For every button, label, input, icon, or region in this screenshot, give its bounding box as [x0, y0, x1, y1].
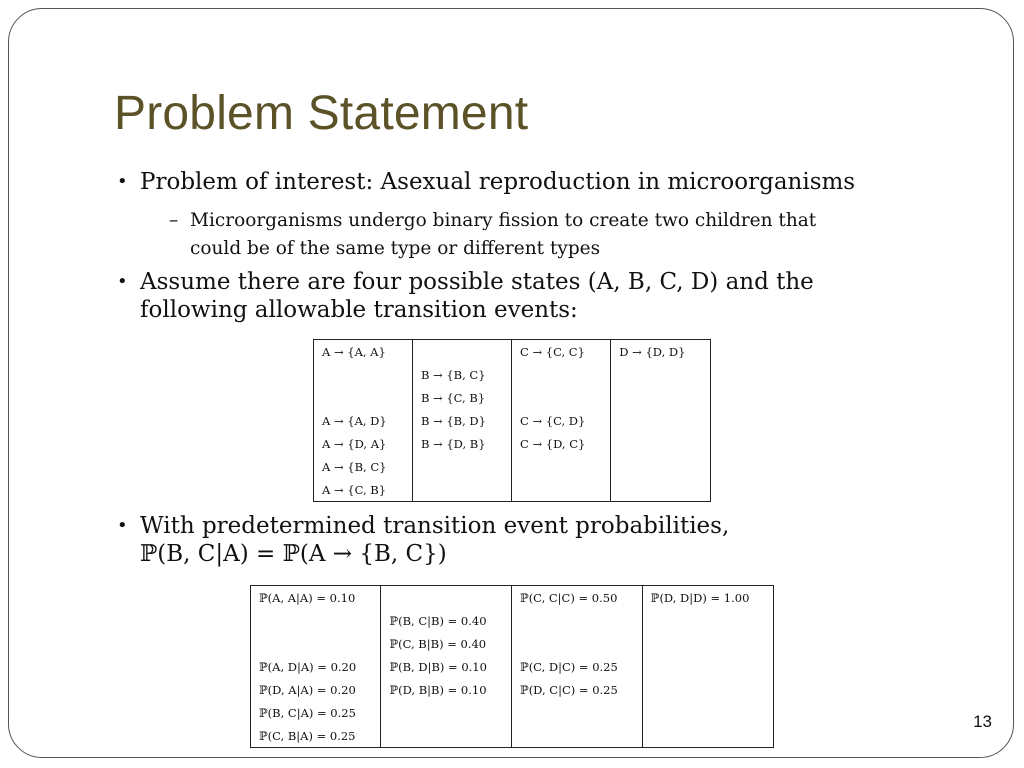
table-cell [642, 609, 773, 632]
transition-row [314, 340, 711, 364]
table-cell: ℙ(B, C|A) = 0.25 [251, 701, 381, 724]
table-cell [512, 609, 643, 632]
bullet-line-1: Assume there are four possible states (A, B, C, D) and the [140, 269, 814, 295]
table-cell [611, 478, 711, 502]
table-cell: ℙ(D, A|A) = 0.20 [251, 678, 381, 701]
bullet-text: Problem of interest: Asexual reproduction in microorganisms [140, 169, 856, 195]
table-cell: ℙ(B, D|B) = 0.10 [381, 655, 512, 678]
sub-bullet-binary-fission [169, 207, 817, 263]
table-cell [381, 701, 512, 724]
table-cell [642, 655, 773, 678]
table-cell [251, 632, 381, 655]
transition-row [314, 432, 711, 455]
table-cell [251, 609, 381, 632]
table-cell [642, 678, 773, 701]
table-cell [512, 724, 643, 748]
transition-row [314, 386, 711, 409]
table-cell [412, 340, 511, 364]
table-cell [512, 363, 611, 386]
table-cell [611, 363, 711, 386]
probability-row [251, 586, 774, 610]
table-cell [512, 632, 643, 655]
table-cell [611, 409, 711, 432]
table-cell: A → {C, B} [314, 478, 413, 502]
table-cell: A → {B, C} [314, 455, 413, 478]
bullet-dot: • [117, 171, 128, 192]
table-cell: ℙ(C, C|C) = 0.50 [512, 586, 643, 610]
table-cell: ℙ(B, C|B) = 0.40 [381, 609, 512, 632]
table-cell: ℙ(D, B|B) = 0.10 [381, 678, 512, 701]
table-cell [314, 363, 413, 386]
probability-row [251, 609, 774, 632]
table-cell [412, 478, 511, 502]
bullet-line-1: With predetermined transition event probabilities, [140, 513, 730, 539]
table-cell [611, 432, 711, 455]
table-cell [381, 724, 512, 748]
table-cell: A → {A, A} [314, 340, 413, 364]
sub-bullet-line-1: Microorganisms undergo binary fission to create two children that [190, 210, 817, 231]
table-cell [642, 632, 773, 655]
table-cell: ℙ(C, D|C) = 0.25 [512, 655, 643, 678]
table-cell: ℙ(A, D|A) = 0.20 [251, 655, 381, 678]
table-cell: D → {D, D} [611, 340, 711, 364]
table-cell: ℙ(A, A|A) = 0.10 [251, 586, 381, 610]
table-cell [611, 455, 711, 478]
sub-bullet-dash: – [169, 210, 179, 231]
transition-probabilities-table [250, 585, 774, 748]
bullet-transition-probabilities [117, 512, 730, 568]
table-cell: B → {D, B} [412, 432, 511, 455]
bullet-dot: • [117, 271, 128, 292]
bullet-line-2: following allowable transition events: [140, 297, 578, 323]
table-cell [314, 386, 413, 409]
transition-events-table [313, 339, 711, 502]
table-cell: A → {D, A} [314, 432, 413, 455]
table-cell: C → {D, C} [512, 432, 611, 455]
table-cell: B → {B, C} [412, 363, 511, 386]
transition-row [314, 363, 711, 386]
probability-row [251, 678, 774, 701]
transition-row [314, 478, 711, 502]
transition-row [314, 409, 711, 432]
table-cell: ℙ(C, B|B) = 0.40 [381, 632, 512, 655]
bullet-four-states [117, 268, 814, 324]
table-cell [642, 724, 773, 748]
table-cell: C → {C, D} [512, 409, 611, 432]
table-cell: B → {B, D} [412, 409, 511, 432]
table-cell [512, 478, 611, 502]
table-cell [512, 455, 611, 478]
transition-row [314, 455, 711, 478]
slide-title: Problem Statement [114, 87, 529, 140]
table-cell: A → {A, D} [314, 409, 413, 432]
probability-row [251, 655, 774, 678]
table-cell [642, 701, 773, 724]
table-cell [412, 455, 511, 478]
sub-bullet-line-2: could be of the same type or different types [190, 238, 601, 259]
table-cell: ℙ(D, D|D) = 1.00 [642, 586, 773, 610]
probability-row [251, 724, 774, 748]
bullet-problem-of-interest [117, 168, 856, 196]
table-cell: ℙ(D, C|C) = 0.25 [512, 678, 643, 701]
table-cell [512, 701, 643, 724]
table-cell: B → {C, B} [412, 386, 511, 409]
bullet-line-2: ℙ(B, C|A) = ℙ(A → {B, C}) [140, 541, 447, 567]
table-cell [611, 386, 711, 409]
table-cell [512, 386, 611, 409]
bullet-dot: • [117, 515, 128, 536]
probability-row [251, 632, 774, 655]
table-cell: C → {C, C} [512, 340, 611, 364]
probability-row [251, 701, 774, 724]
table-cell: ℙ(C, B|A) = 0.25 [251, 724, 381, 748]
slide-number: 13 [973, 712, 992, 731]
table-cell [381, 586, 512, 610]
